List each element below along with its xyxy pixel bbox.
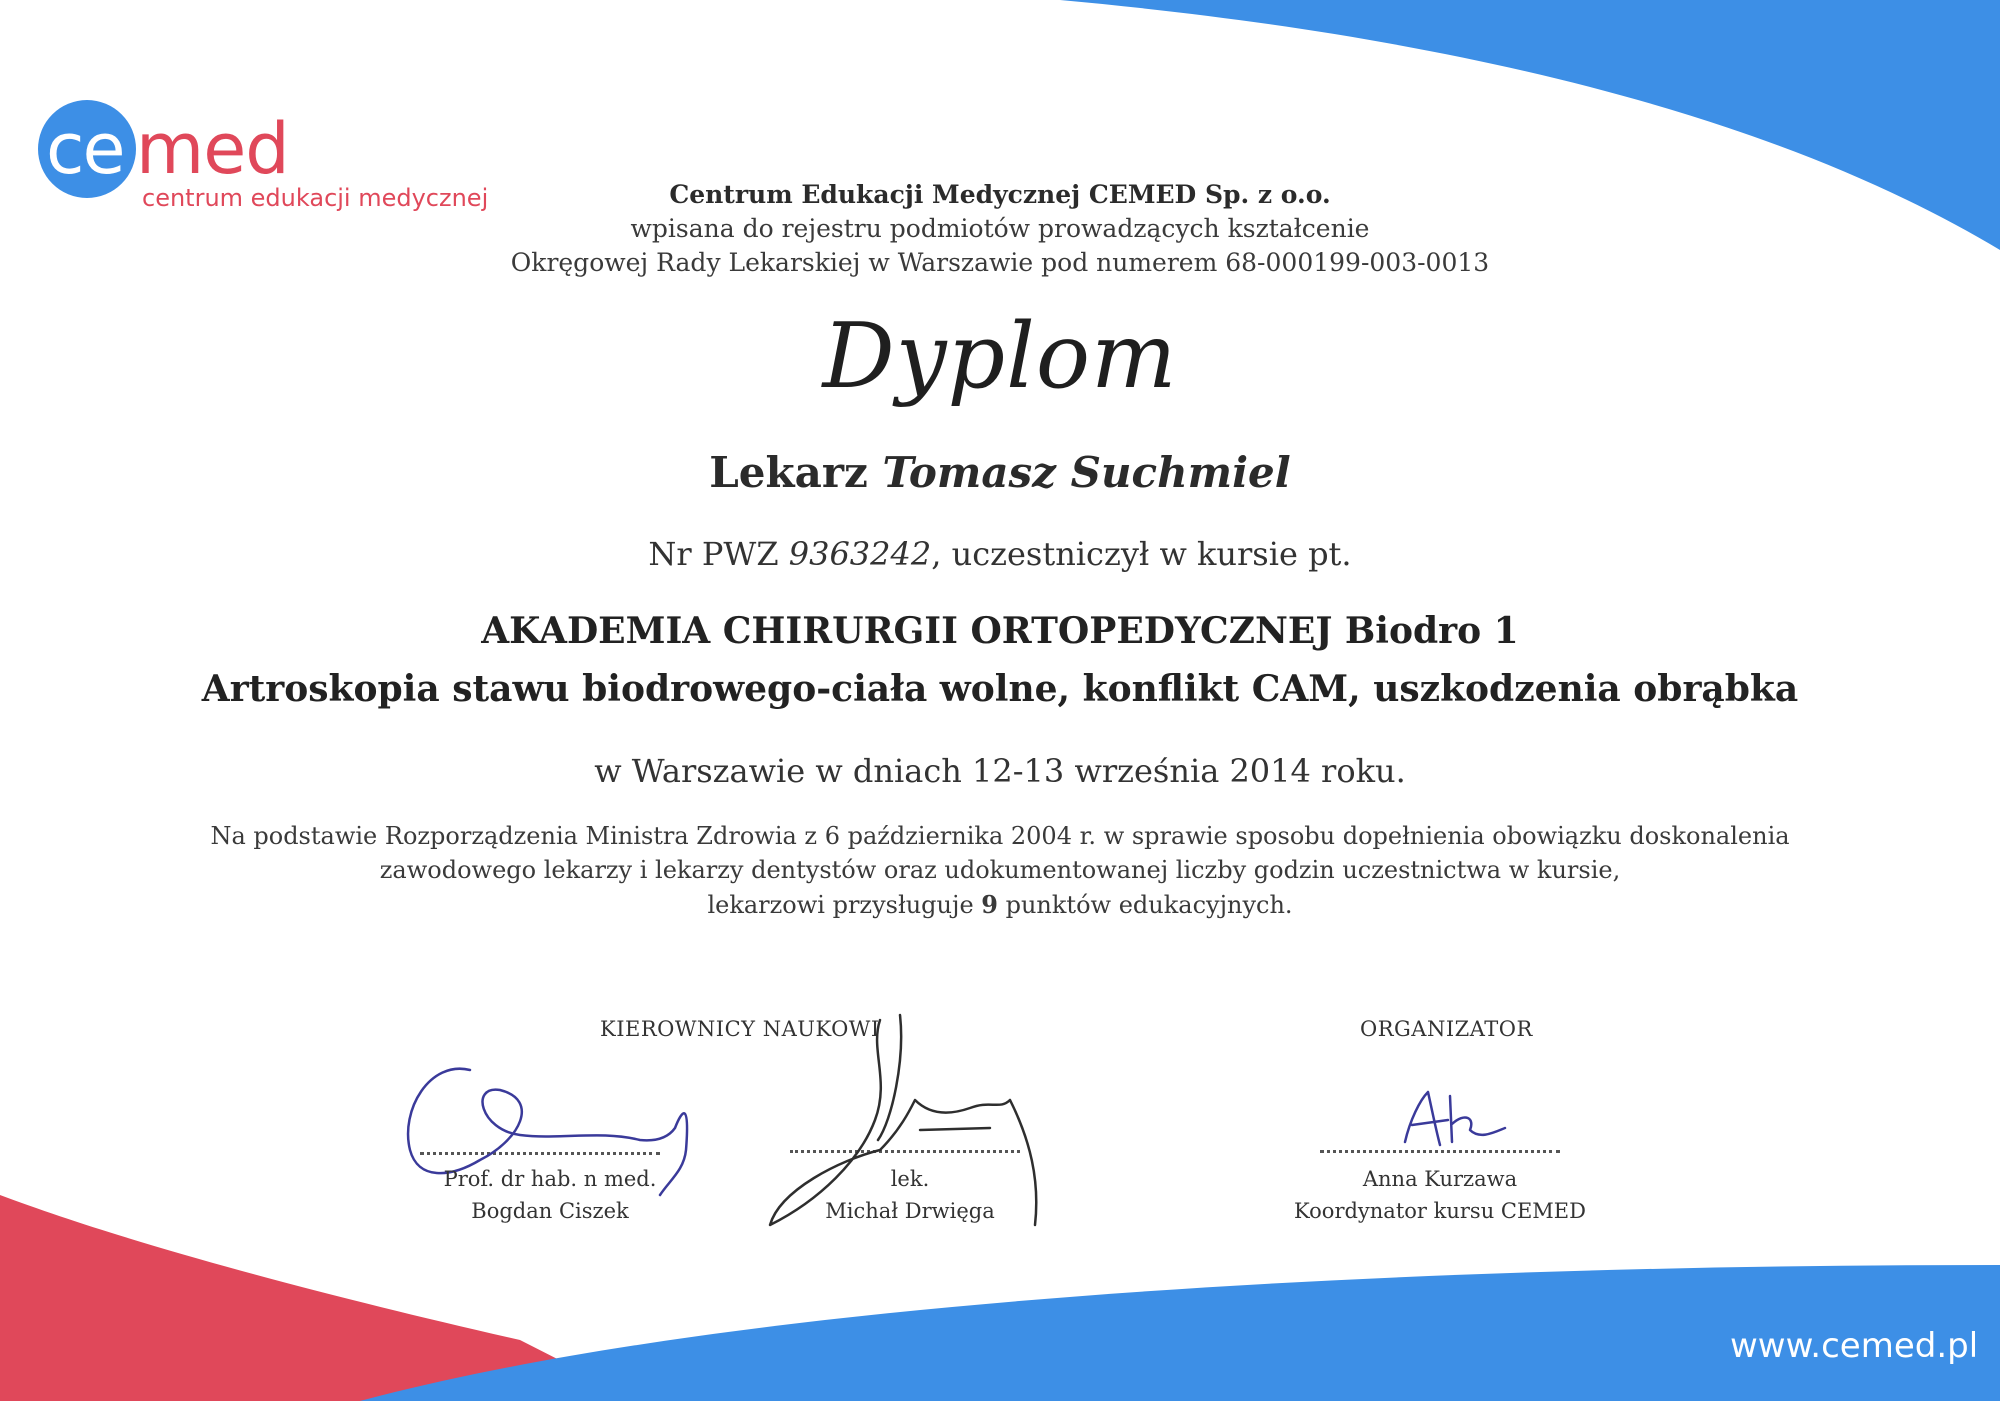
signature-line-1 [420, 1152, 660, 1155]
legal-points-prefix: lekarzowi przysługuje [707, 891, 982, 919]
top-blue-swoosh [1060, 0, 2000, 250]
education-points: 9 [981, 890, 998, 919]
pwz-suffix: , uczestniczył w kursie pt. [931, 535, 1352, 573]
pwz-number: 9363242 [788, 535, 932, 573]
pwz-prefix: Nr PWZ [648, 535, 789, 573]
course-title: AKADEMIA CHIRURGII ORTOPEDYCZNEJ Biodro 1 [481, 610, 1519, 652]
signatory-2-name: Michał Drwięga [825, 1199, 995, 1223]
signatory-1-title: Prof. dr hab. n med. [443, 1167, 657, 1191]
diploma-title: Dyplom [822, 304, 1178, 409]
course-subtitle: Artroskopia stawu biodrowego-ciała wolne, konflikt CAM, uszkodzenia obrąbka [201, 668, 1799, 710]
pwz-line [0, 535, 2000, 573]
signature-line-3 [1320, 1150, 1560, 1153]
course-date-line: w Warszawie w dniach 12-13 września 2014 roku. [594, 752, 1406, 790]
logo-ce-text: ce [46, 108, 124, 190]
recipient-line [0, 448, 2000, 497]
signatory-3-name: Anna Kurzawa [1362, 1167, 1518, 1191]
organizer-heading: ORGANIZATOR [1360, 1017, 1533, 1041]
scientific-directors-heading: KIEROWNICY NAUKOWI [600, 1017, 880, 1041]
recipient-prefix: Lekarz [709, 448, 883, 497]
recipient-name: Tomasz Suchmiel [882, 448, 1291, 497]
logo-med-text: med [136, 108, 289, 190]
footer-website-url: www.cemed.pl [1730, 1326, 1979, 1366]
issuer-name: Centrum Edukacji Medycznej CEMED Sp. z o.o. [669, 180, 1331, 209]
signature-line-2 [790, 1150, 1020, 1153]
issuer-registry-number: Okręgowej Rady Lekarskiej w Warszawie pod numerem 68-000199-003-0013 [510, 248, 1490, 277]
issuer-registry-line: wpisana do rejestru podmiotów prowadzących kształcenie [630, 214, 1370, 243]
legal-text-line-1: Na podstawie Rozporządzenia Ministra Zdrowia z 6 października 2004 r. w sprawie sposobu dopełnienia obowiązku doskonalenia [210, 822, 1790, 850]
logo-tagline: centrum edukacji medycznej [142, 184, 489, 212]
signatory-3-role: Koordynator kursu CEMED [1294, 1199, 1586, 1223]
signatory-1-name: Bogdan Ciszek [471, 1199, 629, 1223]
legal-text-line-3 [0, 890, 2000, 919]
legal-points-suffix: punktów edukacyjnych. [997, 891, 1293, 919]
signatory-2-title: lek. [890, 1167, 930, 1191]
legal-text-line-2: zawodowego lekarzy i lekarzy dentystów oraz udokumentowanej liczby godzin uczestnictwa w kursie, [379, 856, 1621, 884]
